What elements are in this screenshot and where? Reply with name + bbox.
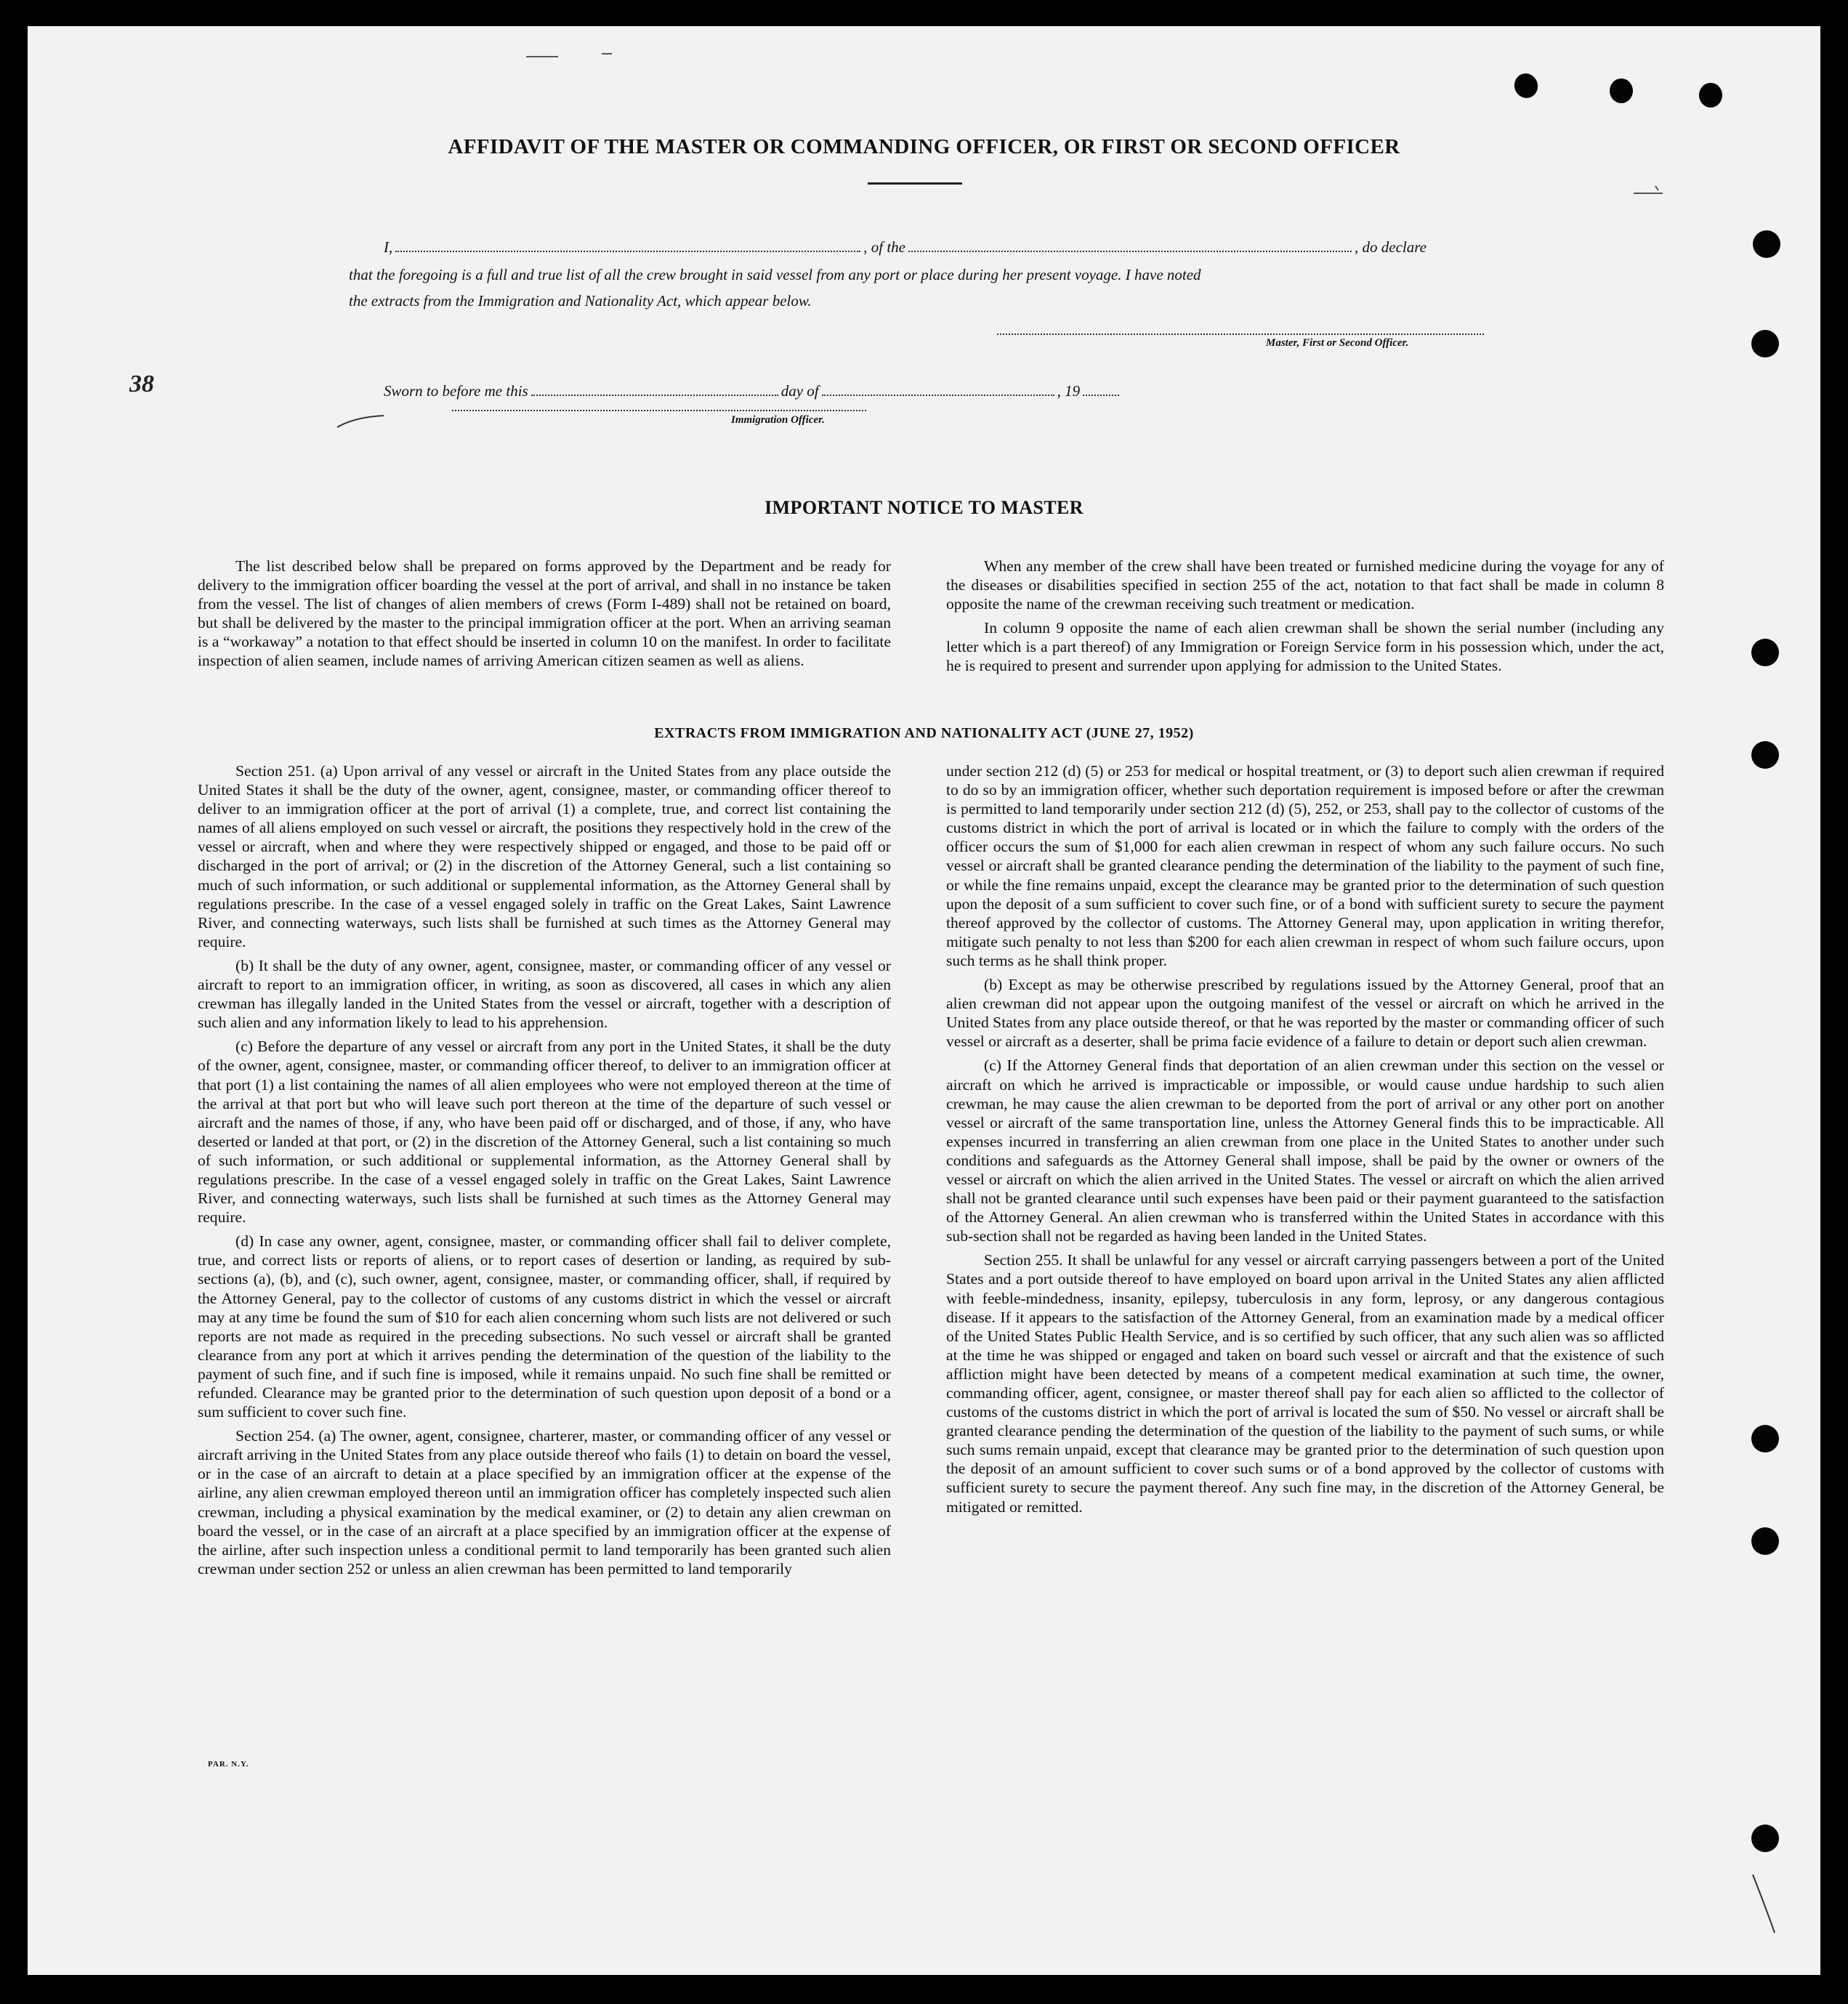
binder-hole [1751, 1527, 1779, 1555]
sworn-day-of: day of [780, 382, 819, 400]
vessel-blank[interactable] [908, 250, 1352, 252]
binder-hole [1751, 1425, 1779, 1453]
sworn-prefix: Sworn to before me this [384, 382, 528, 400]
title-underline [868, 182, 962, 185]
binder-hole [1610, 78, 1633, 103]
sworn-line [384, 382, 1122, 400]
extracts-heading: EXTRACTS FROM IMMIGRATION AND NATIONALITY ACT (JUNE 27, 1952) [654, 725, 1194, 741]
declaration-i: I, [384, 238, 393, 256]
section-251-d: (d) In case any owner, agent, consignee, master, or commanding officer shall fail to deliver complete, true, and correct lists or reports of aliens, or to report cases of desertion or landing, as required by sub-sections (a), (b), and (c), such owner, agent, consignee, master, or commanding officer, shall, if required by the Attorney General, pay to the collector of customs of any customs district in which the vessel or aircraft may at any time be found the sum of $10 for each alien concerning whom such lists are not delivered or such reports are not made as required in the preceding subsections. No such vessel or aircraft shall be granted clearance from any port at which it arrives pending the determination of the question of the liability to the payment of such fine, and if such fine is imposed, while it remains unpaid. No such fine shall be remitted or refunded. Clearance may be granted prior to the determination of such question upon deposit of a bond or a sum sufficient to cover such fine. [198, 1232, 891, 1421]
document-page [28, 26, 1820, 1975]
binder-hole [1751, 1825, 1779, 1852]
master-signature-label: Master, First or Second Officer. [1266, 337, 1409, 349]
notice-right-column [946, 557, 1664, 681]
notice-heading: IMPORTANT NOTICE TO MASTER [764, 497, 1084, 518]
binder-hole [1751, 639, 1779, 666]
declaration-do-declare: , do declare [1355, 238, 1427, 256]
notice-left-paragraph: The list described below shall be prepared on forms approved by the Department and be ready for delivery to the immigration officer boarding the vessel at the port of arrival, and shall in no instance be taken from the vessel. The list of changes of alien members of crews (Form I-489) shall not be retained on board, but shall be delivered by the master to the principal immigration officer at the port. When an arriving seaman is a “workaway” a notation to that effect should be inserted in column 10 on the manifest. In order to facilitate inspection of alien seamen, include names of arriving American citizen seamen as well as aliens. [198, 557, 891, 670]
notice-left-column [198, 557, 891, 676]
binder-hole [1751, 741, 1779, 769]
declaration-text-line3: the extracts from the Immigration and Nationality Act, which appear below. [349, 292, 812, 310]
section-254-a-continued: under section 212 (d) (5) or 253 for medical or hospital treatment, or (3) to deport such alien crewman if required to do so by an immigration officer, whether such deportation requirement is imposed before or after the crewman is permitted to land temporarily under section 212 (d) (5), 252, or 253, shall pay to the collector of customs of the customs district in which the port of arrival is located or in which the failure to comply with the orders of the officer occurs the sum of $1,000 for each alien crewman in respect of whom any such failure occurs. No such vessel or aircraft shall be granted clearance pending the determination of the liability to the payment of such fine, or while the fine remains unpaid, except the clearance may be granted prior to the determination of such question upon the deposit of a sum sufficient to cover such fine, or of a bond with sufficient surety to secure the payment thereof approved by the collector of customs. The Attorney General may, upon application in writing therefor, mitigate such penalty to not less than $200 for each alien crewman in respect of whom such failure occurs, upon such terms as he shall think proper. [946, 762, 1664, 969]
pen-stroke [333, 410, 391, 432]
section-254-a: Section 254. (a) The owner, agent, consignee, charterer, master, or commanding officer of any vessel or aircraft arriving in the United States from any place outside thereof who fails (1) to detain on board the vessel, or in the case of an aircraft to detain at a place specified by an immigration officer at the expense of the airline, any alien crewman employed thereon until an immigration officer has completely inspected such alien crewman, including a physical examination by the medical examiner, or (2) to detain any alien crewman on board the vessel, or in the case of an aircraft at a place specified by an immigration officer at the expense of the airline, after such inspection unless a conditional permit to land temporarily has been granted such alien crewman under section 252 or unless an alien crewman has been permitted to land temporarily [198, 1427, 891, 1577]
affidavit-title: AFFIDAVIT OF THE MASTER OR COMMANDING OFFICER, OR FIRST OR SECOND OFFICER [448, 135, 1400, 158]
pen-stroke [522, 48, 624, 62]
binder-hole [1751, 330, 1779, 357]
sworn-year-blank[interactable] [1083, 394, 1119, 396]
section-251-a: Section 251. (a) Upon arrival of any vessel or aircraft in the United States from any place outside the United States it shall be the duty of the owner, agent, consignee, master, or commanding officer thereof to deliver to an immigration officer at the port of arrival (1) a complete, true, and correct list containing the names of all aliens employed on such vessel or aircraft, the positions they respectively hold in the crew of the vessel or aircraft, when and where they were respectively shipped or engaged, and those to be paid off or discharged in the port of arrival; or (2) in the discretion of the Attorney General, such a list containing so much of such information, or such additional or supplemental information, as the Attorney General shall by regulations prescribe. In the case of a vessel engaged solely in traffic on the Great Lakes, Saint Lawrence River, and connecting waterways, such lists shall be furnished at such times as the Attorney General may require. [198, 762, 891, 950]
sworn-year: , 19 [1057, 382, 1081, 400]
master-signature-line[interactable] [997, 334, 1484, 335]
name-blank[interactable] [395, 250, 860, 252]
notice-right-paragraph-1: When any member of the crew shall have been treated or furnished medicine during the voyage for any of the diseases or disabilities specified in section 255 of the act, notation to that fact shall be made in column 8 opposite the name of the crewman receiving such treatment or medication. [946, 557, 1664, 613]
immigration-officer-label: Immigration Officer. [731, 414, 825, 426]
binder-hole [1753, 230, 1780, 258]
immigration-officer-signature-line[interactable] [452, 410, 866, 411]
scratch-mark [1750, 1872, 1779, 1937]
declaration-of-the: , of the [863, 238, 905, 256]
section-255: Section 255. It shall be unlawful for any vessel or aircraft carrying passengers between a port of the United States and a port outside thereof to have employed on board upon arrival in the United States any alien afflicted with feeble-mindedness, insanity, epilepsy, tuberculosis in any form, leprosy, or any dangerous contagious disease. If it appears to the satisfaction of the Attorney General, from an examination made by a medical officer of the United States Public Health Service, and is so certified by such officer, that any such alien was so afflicted at the time he was shipped or engaged and taken on board such vessel or aircraft and that the existence of such affliction might have been detected by means of a competent medical examination at such time, the owner, commanding officer, agent, consignee, or master thereof shall pay for each alien so afflicted to the collector of customs of the customs district in which the port of arrival is located the sum of $50. No vessel or aircraft shall be granted clearance pending the determination of the question of the liability to the payment of such sums, or while such sums remain unpaid, except that clearance may be granted prior to the determination of such question upon the deposit of an amount sufficient to cover such sums or of a bond approved by the collector of customs with sufficient surety to secure the payment thereof. Any such fine may, in the discretion of the Attorney General, be mitigated or remitted. [946, 1251, 1664, 1516]
sworn-day-blank[interactable] [531, 394, 778, 396]
section-254-b: (b) Except as may be otherwise prescribed by regulations issued by the Attorney General, proof that an alien crewman did not appear upon the outgoing manifest of the vessel or aircraft on which he arrived in the United States from any place outside thereof, or that he was reported by the master or commanding officer of such vessel or aircraft as a deserter, shall be prima facie evidence of a failure to detain or deport such alien crewman. [946, 976, 1664, 1051]
sworn-month-blank[interactable] [822, 394, 1054, 396]
notice-right-paragraph-2: In column 9 opposite the name of each alien crewman shall be shown the serial number (including any letter which is a part thereof) of any Immigration or Foreign Service form in his possession which, under the act, he is required to present and surrender upon applying for admission to the United States. [946, 619, 1664, 675]
printer-mark: PAR. N.Y. [208, 1760, 249, 1769]
extracts-left-column [198, 761, 891, 1583]
binder-hole [1699, 83, 1722, 108]
binder-hole [1511, 70, 1541, 102]
declaration-text-line2: that the foregoing is a full and true list of all the crew brought in said vessel from any port or place during her present voyage. I have noted [349, 266, 1201, 283]
declaration-line [384, 238, 1427, 256]
extracts-right-column [946, 761, 1664, 1522]
scratch-mark [1626, 171, 1670, 201]
section-251-c: (c) Before the departure of any vessel or aircraft from any port in the United States, it shall be the duty of the owner, agent, consignee, master, or commanding officer thereof, to deliver to an immigration officer at that port (1) a list containing the names of all alien employees who were not employed thereon at the time of the arrival at that port but who will leave such port thereon at the time of the departure of such vessel or aircraft and the names of those, if any, who have been paid off or discharged, and of those, if any, who have deserted or landed at that port, or (2) in the discretion of the Attorney General, such a list containing so much of such information, or such additional or supplemental information, as the Attorney General shall by regulations prescribe. In the case of a vessel engaged solely in traffic on the Great Lakes, Saint Lawrence River, and connecting waterways, such lists shall be furnished at such times as the Attorney General may require. [198, 1038, 891, 1227]
section-251-b: (b) It shall be the duty of any owner, agent, consignee, master, or commanding officer of any vessel or aircraft to report to an immigration officer, in writing, as soon as discovered, all cases in which any alien crewman has illegally landed in the United States from the vessel or aircraft, together with a description of such alien and any information likely to lead to his apprehension. [198, 956, 891, 1032]
section-254-c: (c) If the Attorney General finds that deportation of an alien crewman under this section on the vessel or aircraft on which he arrived is impracticable or impossible, or would cause undue hardship to such alien crewman, he may cause the alien crewman to be deported from the port of arrival or any other port on another vessel or aircraft of the same transportation line, unless the Attorney General finds this to be impracticable. All expenses incurred in transferring an alien crewman from one place in the United States to another under such conditions and safeguards as the Attorney General shall impose, shall be paid by the owner or owners of the vessel or aircraft on which the alien arrived in the United States. The vessel or aircraft on which the alien arrived shall not be granted clearance until such expenses have been paid or their payment guaranteed to the satisfaction of the Attorney General. An alien crewman who is transferred within the United States in accordance with this sub-section shall not be regarded as having been landed in the United States. [946, 1056, 1664, 1245]
margin-note: 38 [129, 371, 154, 397]
